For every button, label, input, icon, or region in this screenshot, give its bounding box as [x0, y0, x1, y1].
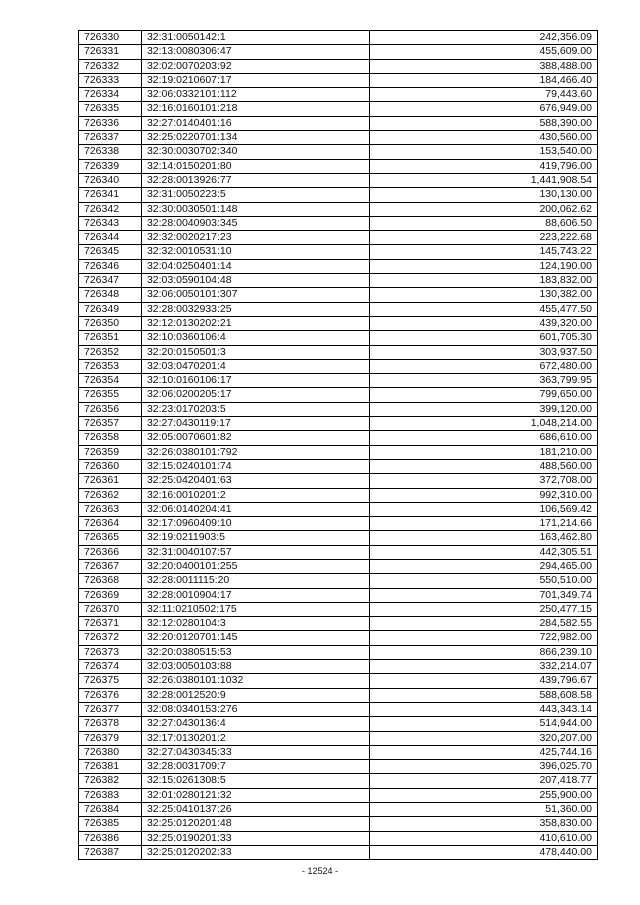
value-cell: 430,560.00 — [369, 131, 597, 145]
record-id-cell: 726372 — [79, 631, 142, 645]
table-row — [79, 245, 598, 259]
value-cell: 588,390.00 — [369, 116, 597, 130]
table-row — [79, 645, 598, 659]
cadastral-number-cell: 32:10:0160106:17 — [141, 374, 369, 388]
value-cell: 443,343.14 — [369, 702, 597, 716]
record-id-cell: 726336 — [79, 116, 142, 130]
table-row — [79, 417, 598, 431]
value-cell: 181,210.00 — [369, 445, 597, 459]
value-cell: 425,744.16 — [369, 745, 597, 759]
cadastral-number-cell: 32:31:0050223:5 — [141, 188, 369, 202]
table-row — [79, 88, 598, 102]
value-cell: 388,488.00 — [369, 59, 597, 73]
record-id-cell: 726386 — [79, 831, 142, 845]
table-row — [79, 73, 598, 87]
cadastral-number-cell: 32:25:0120201:48 — [141, 817, 369, 831]
cadastral-number-cell: 32:26:0380101:792 — [141, 445, 369, 459]
value-cell: 358,830.00 — [369, 817, 597, 831]
cadastral-number-cell: 32:20:0400101:255 — [141, 559, 369, 573]
value-cell: 410,610.00 — [369, 831, 597, 845]
cadastral-number-cell: 32:25:0410137:26 — [141, 803, 369, 817]
table-row — [79, 188, 598, 202]
table-row — [79, 145, 598, 159]
table-row — [79, 617, 598, 631]
record-id-cell: 726334 — [79, 88, 142, 102]
value-cell: 866,239.10 — [369, 645, 597, 659]
table-row — [79, 459, 598, 473]
value-cell: 242,356.09 — [369, 31, 597, 45]
value-cell: 294,465.00 — [369, 559, 597, 573]
table-row — [79, 731, 598, 745]
record-id-cell: 726367 — [79, 559, 142, 573]
cadastral-number-cell: 32:25:0120202:33 — [141, 845, 369, 859]
cadastral-number-cell: 32:27:0430119:17 — [141, 417, 369, 431]
value-cell: 79,443.60 — [369, 88, 597, 102]
cadastral-number-cell: 32:15:0261308:5 — [141, 774, 369, 788]
cadastral-number-cell: 32:17:0960409:10 — [141, 517, 369, 531]
record-id-cell: 726341 — [79, 188, 142, 202]
table-row — [79, 331, 598, 345]
cadastral-number-cell: 32:20:0150501:3 — [141, 345, 369, 359]
cadastral-number-cell: 32:20:0380515:53 — [141, 645, 369, 659]
table-row — [79, 173, 598, 187]
cadastral-number-cell: 32:06:0050101:307 — [141, 288, 369, 302]
value-cell: 1,048,214.00 — [369, 417, 597, 431]
record-id-cell: 726358 — [79, 431, 142, 445]
value-cell: 799,650.00 — [369, 388, 597, 402]
cadastral-number-cell: 32:06:0140204:41 — [141, 502, 369, 516]
value-cell: 550,510.00 — [369, 574, 597, 588]
table-row — [79, 445, 598, 459]
cadastral-number-cell: 32:28:0040903:345 — [141, 216, 369, 230]
value-cell: 676,949.00 — [369, 102, 597, 116]
table-row — [79, 745, 598, 759]
table-row — [79, 502, 598, 516]
cadastral-number-cell: 32:27:0140401:16 — [141, 116, 369, 130]
value-cell: 183,832.00 — [369, 274, 597, 288]
value-cell: 588,608.58 — [369, 688, 597, 702]
record-id-cell: 726387 — [79, 845, 142, 859]
table-row — [79, 488, 598, 502]
record-id-cell: 726354 — [79, 374, 142, 388]
record-id-cell: 726347 — [79, 274, 142, 288]
value-cell: 722,982.00 — [369, 631, 597, 645]
record-id-cell: 726381 — [79, 760, 142, 774]
table-row — [79, 588, 598, 602]
table-row — [79, 803, 598, 817]
cadastral-number-cell: 32:15:0240101:74 — [141, 459, 369, 473]
record-id-cell: 726335 — [79, 102, 142, 116]
record-id-cell: 726339 — [79, 159, 142, 173]
table-row — [79, 231, 598, 245]
value-cell: 153,540.00 — [369, 145, 597, 159]
cadastral-number-cell: 32:16:0160101:218 — [141, 102, 369, 116]
table-row — [79, 717, 598, 731]
record-id-cell: 726351 — [79, 331, 142, 345]
record-id-cell: 726378 — [79, 717, 142, 731]
value-cell: 200,062.62 — [369, 202, 597, 216]
value-cell: 250,477.15 — [369, 602, 597, 616]
cadastral-number-cell: 32:25:0220701:134 — [141, 131, 369, 145]
record-id-cell: 726340 — [79, 173, 142, 187]
table-row — [79, 159, 598, 173]
cadastral-number-cell: 32:28:0012520:9 — [141, 688, 369, 702]
cadastral-number-cell: 32:03:0050103:88 — [141, 660, 369, 674]
record-id-cell: 726345 — [79, 245, 142, 259]
cadastral-number-cell: 32:31:0050142:1 — [141, 31, 369, 45]
record-id-cell: 726376 — [79, 688, 142, 702]
table-row — [79, 288, 598, 302]
table-row — [79, 559, 598, 573]
record-id-cell: 726365 — [79, 531, 142, 545]
record-id-cell: 726379 — [79, 731, 142, 745]
value-cell: 51,360.00 — [369, 803, 597, 817]
cadastral-number-cell: 32:28:0031709:7 — [141, 760, 369, 774]
cadastral-number-cell: 32:20:0120701:145 — [141, 631, 369, 645]
cadastral-number-cell: 32:05:0070601:82 — [141, 431, 369, 445]
table-row — [79, 531, 598, 545]
table-row — [79, 202, 598, 216]
value-cell: 686,610.00 — [369, 431, 597, 445]
table-row — [79, 359, 598, 373]
value-cell: 223,222.68 — [369, 231, 597, 245]
cadastral-number-cell: 32:23:0170203:5 — [141, 402, 369, 416]
value-cell: 88,606.50 — [369, 216, 597, 230]
table-row — [79, 345, 598, 359]
table-row — [79, 517, 598, 531]
cadastral-number-cell: 32:17:0130201:2 — [141, 731, 369, 745]
record-id-cell: 726360 — [79, 459, 142, 473]
record-id-cell: 726385 — [79, 817, 142, 831]
table-row — [79, 259, 598, 273]
value-cell: 184,466.40 — [369, 73, 597, 87]
cadastral-number-cell: 32:28:0032933:25 — [141, 302, 369, 316]
cadastral-number-cell: 32:30:0030702:340 — [141, 145, 369, 159]
page-number: - 12524 - — [301, 866, 339, 876]
table-row — [79, 545, 598, 559]
table-row — [79, 774, 598, 788]
record-id-cell: 726356 — [79, 402, 142, 416]
record-id-cell: 726357 — [79, 417, 142, 431]
cadastral-value-table — [78, 30, 598, 860]
cadastral-number-cell: 32:31:0040107:57 — [141, 545, 369, 559]
value-cell: 255,900.00 — [369, 788, 597, 802]
cadastral-number-cell: 32:32:0020217:23 — [141, 231, 369, 245]
value-cell: 320,207.00 — [369, 731, 597, 745]
table-row — [79, 674, 598, 688]
table-row — [79, 302, 598, 316]
record-id-cell: 726348 — [79, 288, 142, 302]
table-row — [79, 31, 598, 45]
record-id-cell: 726364 — [79, 517, 142, 531]
table-row — [79, 702, 598, 716]
record-id-cell: 726346 — [79, 259, 142, 273]
cadastral-number-cell: 32:27:0430345:33 — [141, 745, 369, 759]
value-cell: 672,480.00 — [369, 359, 597, 373]
record-id-cell: 726363 — [79, 502, 142, 516]
record-id-cell: 726373 — [79, 645, 142, 659]
value-cell: 992,310.00 — [369, 488, 597, 502]
value-cell: 478,440.00 — [369, 845, 597, 859]
table-row — [79, 374, 598, 388]
cadastral-number-cell: 32:06:0332101:112 — [141, 88, 369, 102]
table-row — [79, 845, 598, 859]
cadastral-number-cell: 32:11:0210502:175 — [141, 602, 369, 616]
table-row — [79, 102, 598, 116]
table-row — [79, 817, 598, 831]
record-id-cell: 726382 — [79, 774, 142, 788]
cadastral-number-cell: 32:12:0280104:3 — [141, 617, 369, 631]
table-row — [79, 760, 598, 774]
record-id-cell: 726362 — [79, 488, 142, 502]
value-cell: 439,320.00 — [369, 316, 597, 330]
table-row — [79, 116, 598, 130]
value-cell: 514,944.00 — [369, 717, 597, 731]
cadastral-number-cell: 32:04:0250401:14 — [141, 259, 369, 273]
cadastral-number-cell: 32:19:0211903:5 — [141, 531, 369, 545]
value-cell: 1,441,908.54 — [369, 173, 597, 187]
value-cell: 163,462.80 — [369, 531, 597, 545]
table-row — [79, 631, 598, 645]
table-row — [79, 45, 598, 59]
table-row — [79, 688, 598, 702]
record-id-cell: 726353 — [79, 359, 142, 373]
cadastral-number-cell: 32:03:0590104:48 — [141, 274, 369, 288]
record-id-cell: 726337 — [79, 131, 142, 145]
value-cell: 601,705.30 — [369, 331, 597, 345]
value-cell: 396,025.70 — [369, 760, 597, 774]
record-id-cell: 726352 — [79, 345, 142, 359]
record-id-cell: 726371 — [79, 617, 142, 631]
cadastral-number-cell: 32:01:0280121:32 — [141, 788, 369, 802]
record-id-cell: 726359 — [79, 445, 142, 459]
record-id-cell: 726377 — [79, 702, 142, 716]
record-id-cell: 726361 — [79, 474, 142, 488]
cadastral-number-cell: 32:25:0190201:33 — [141, 831, 369, 845]
value-cell: 363,799.95 — [369, 374, 597, 388]
record-id-cell: 726338 — [79, 145, 142, 159]
record-id-cell: 726343 — [79, 216, 142, 230]
table-row — [79, 788, 598, 802]
table-row — [79, 274, 598, 288]
cadastral-number-cell: 32:08:0340153:276 — [141, 702, 369, 716]
record-id-cell: 726344 — [79, 231, 142, 245]
value-cell: 455,609.00 — [369, 45, 597, 59]
table-row — [79, 831, 598, 845]
value-cell: 145,743.22 — [369, 245, 597, 259]
cadastral-number-cell: 32:25:0420401:63 — [141, 474, 369, 488]
value-cell: 701,349.74 — [369, 588, 597, 602]
value-cell: 130,130.00 — [369, 188, 597, 202]
cadastral-number-cell: 32:02:0070203:92 — [141, 59, 369, 73]
record-id-cell: 726366 — [79, 545, 142, 559]
value-cell: 130,382.00 — [369, 288, 597, 302]
value-cell: 124,190.00 — [369, 259, 597, 273]
table-row — [79, 602, 598, 616]
cadastral-number-cell: 32:03:0470201:4 — [141, 359, 369, 373]
record-id-cell: 726333 — [79, 73, 142, 87]
table-row — [79, 431, 598, 445]
cadastral-number-cell: 32:16:0010201:2 — [141, 488, 369, 502]
cadastral-number-cell: 32:28:0011115:20 — [141, 574, 369, 588]
table-row — [79, 316, 598, 330]
table-row — [79, 574, 598, 588]
record-id-cell: 726369 — [79, 588, 142, 602]
value-cell: 399,120.00 — [369, 402, 597, 416]
table-body — [79, 31, 598, 860]
cadastral-number-cell: 32:12:0130202:21 — [141, 316, 369, 330]
cadastral-number-cell: 32:06:0200205:17 — [141, 388, 369, 402]
cadastral-number-cell: 32:14:0150201:80 — [141, 159, 369, 173]
record-id-cell: 726374 — [79, 660, 142, 674]
table-row — [79, 660, 598, 674]
record-id-cell: 726370 — [79, 602, 142, 616]
value-cell: 303,937.50 — [369, 345, 597, 359]
table-row — [79, 402, 598, 416]
value-cell: 488,560.00 — [369, 459, 597, 473]
value-cell: 171,214.66 — [369, 517, 597, 531]
table-row — [79, 131, 598, 145]
record-id-cell: 726384 — [79, 803, 142, 817]
cadastral-number-cell: 32:28:0013926:77 — [141, 173, 369, 187]
value-cell: 207,418.77 — [369, 774, 597, 788]
record-id-cell: 726355 — [79, 388, 142, 402]
cadastral-number-cell: 32:27:0430136:4 — [141, 717, 369, 731]
record-id-cell: 726331 — [79, 45, 142, 59]
value-cell: 419,796.00 — [369, 159, 597, 173]
cadastral-number-cell: 32:30:0030501:148 — [141, 202, 369, 216]
cadastral-number-cell: 32:10:0360106:4 — [141, 331, 369, 345]
record-id-cell: 726383 — [79, 788, 142, 802]
record-id-cell: 726349 — [79, 302, 142, 316]
record-id-cell: 726380 — [79, 745, 142, 759]
cadastral-number-cell: 32:13:0080306:47 — [141, 45, 369, 59]
cadastral-number-cell: 32:32:0010531:10 — [141, 245, 369, 259]
cadastral-number-cell: 32:19:0210607:17 — [141, 73, 369, 87]
value-cell: 439,796.67 — [369, 674, 597, 688]
cadastral-number-cell: 32:28:0010904:17 — [141, 588, 369, 602]
record-id-cell: 726375 — [79, 674, 142, 688]
record-id-cell: 726330 — [79, 31, 142, 45]
table-row — [79, 59, 598, 73]
value-cell: 332,214.07 — [369, 660, 597, 674]
value-cell: 372,708.00 — [369, 474, 597, 488]
record-id-cell: 726368 — [79, 574, 142, 588]
cadastral-number-cell: 32:26:0380101:1032 — [141, 674, 369, 688]
value-cell: 284,582.55 — [369, 617, 597, 631]
table-row — [79, 388, 598, 402]
value-cell: 442,305.51 — [369, 545, 597, 559]
value-cell: 455,477.50 — [369, 302, 597, 316]
record-id-cell: 726342 — [79, 202, 142, 216]
record-id-cell: 726332 — [79, 59, 142, 73]
record-id-cell: 726350 — [79, 316, 142, 330]
value-cell: 106,569.42 — [369, 502, 597, 516]
table-row — [79, 474, 598, 488]
table-row — [79, 216, 598, 230]
